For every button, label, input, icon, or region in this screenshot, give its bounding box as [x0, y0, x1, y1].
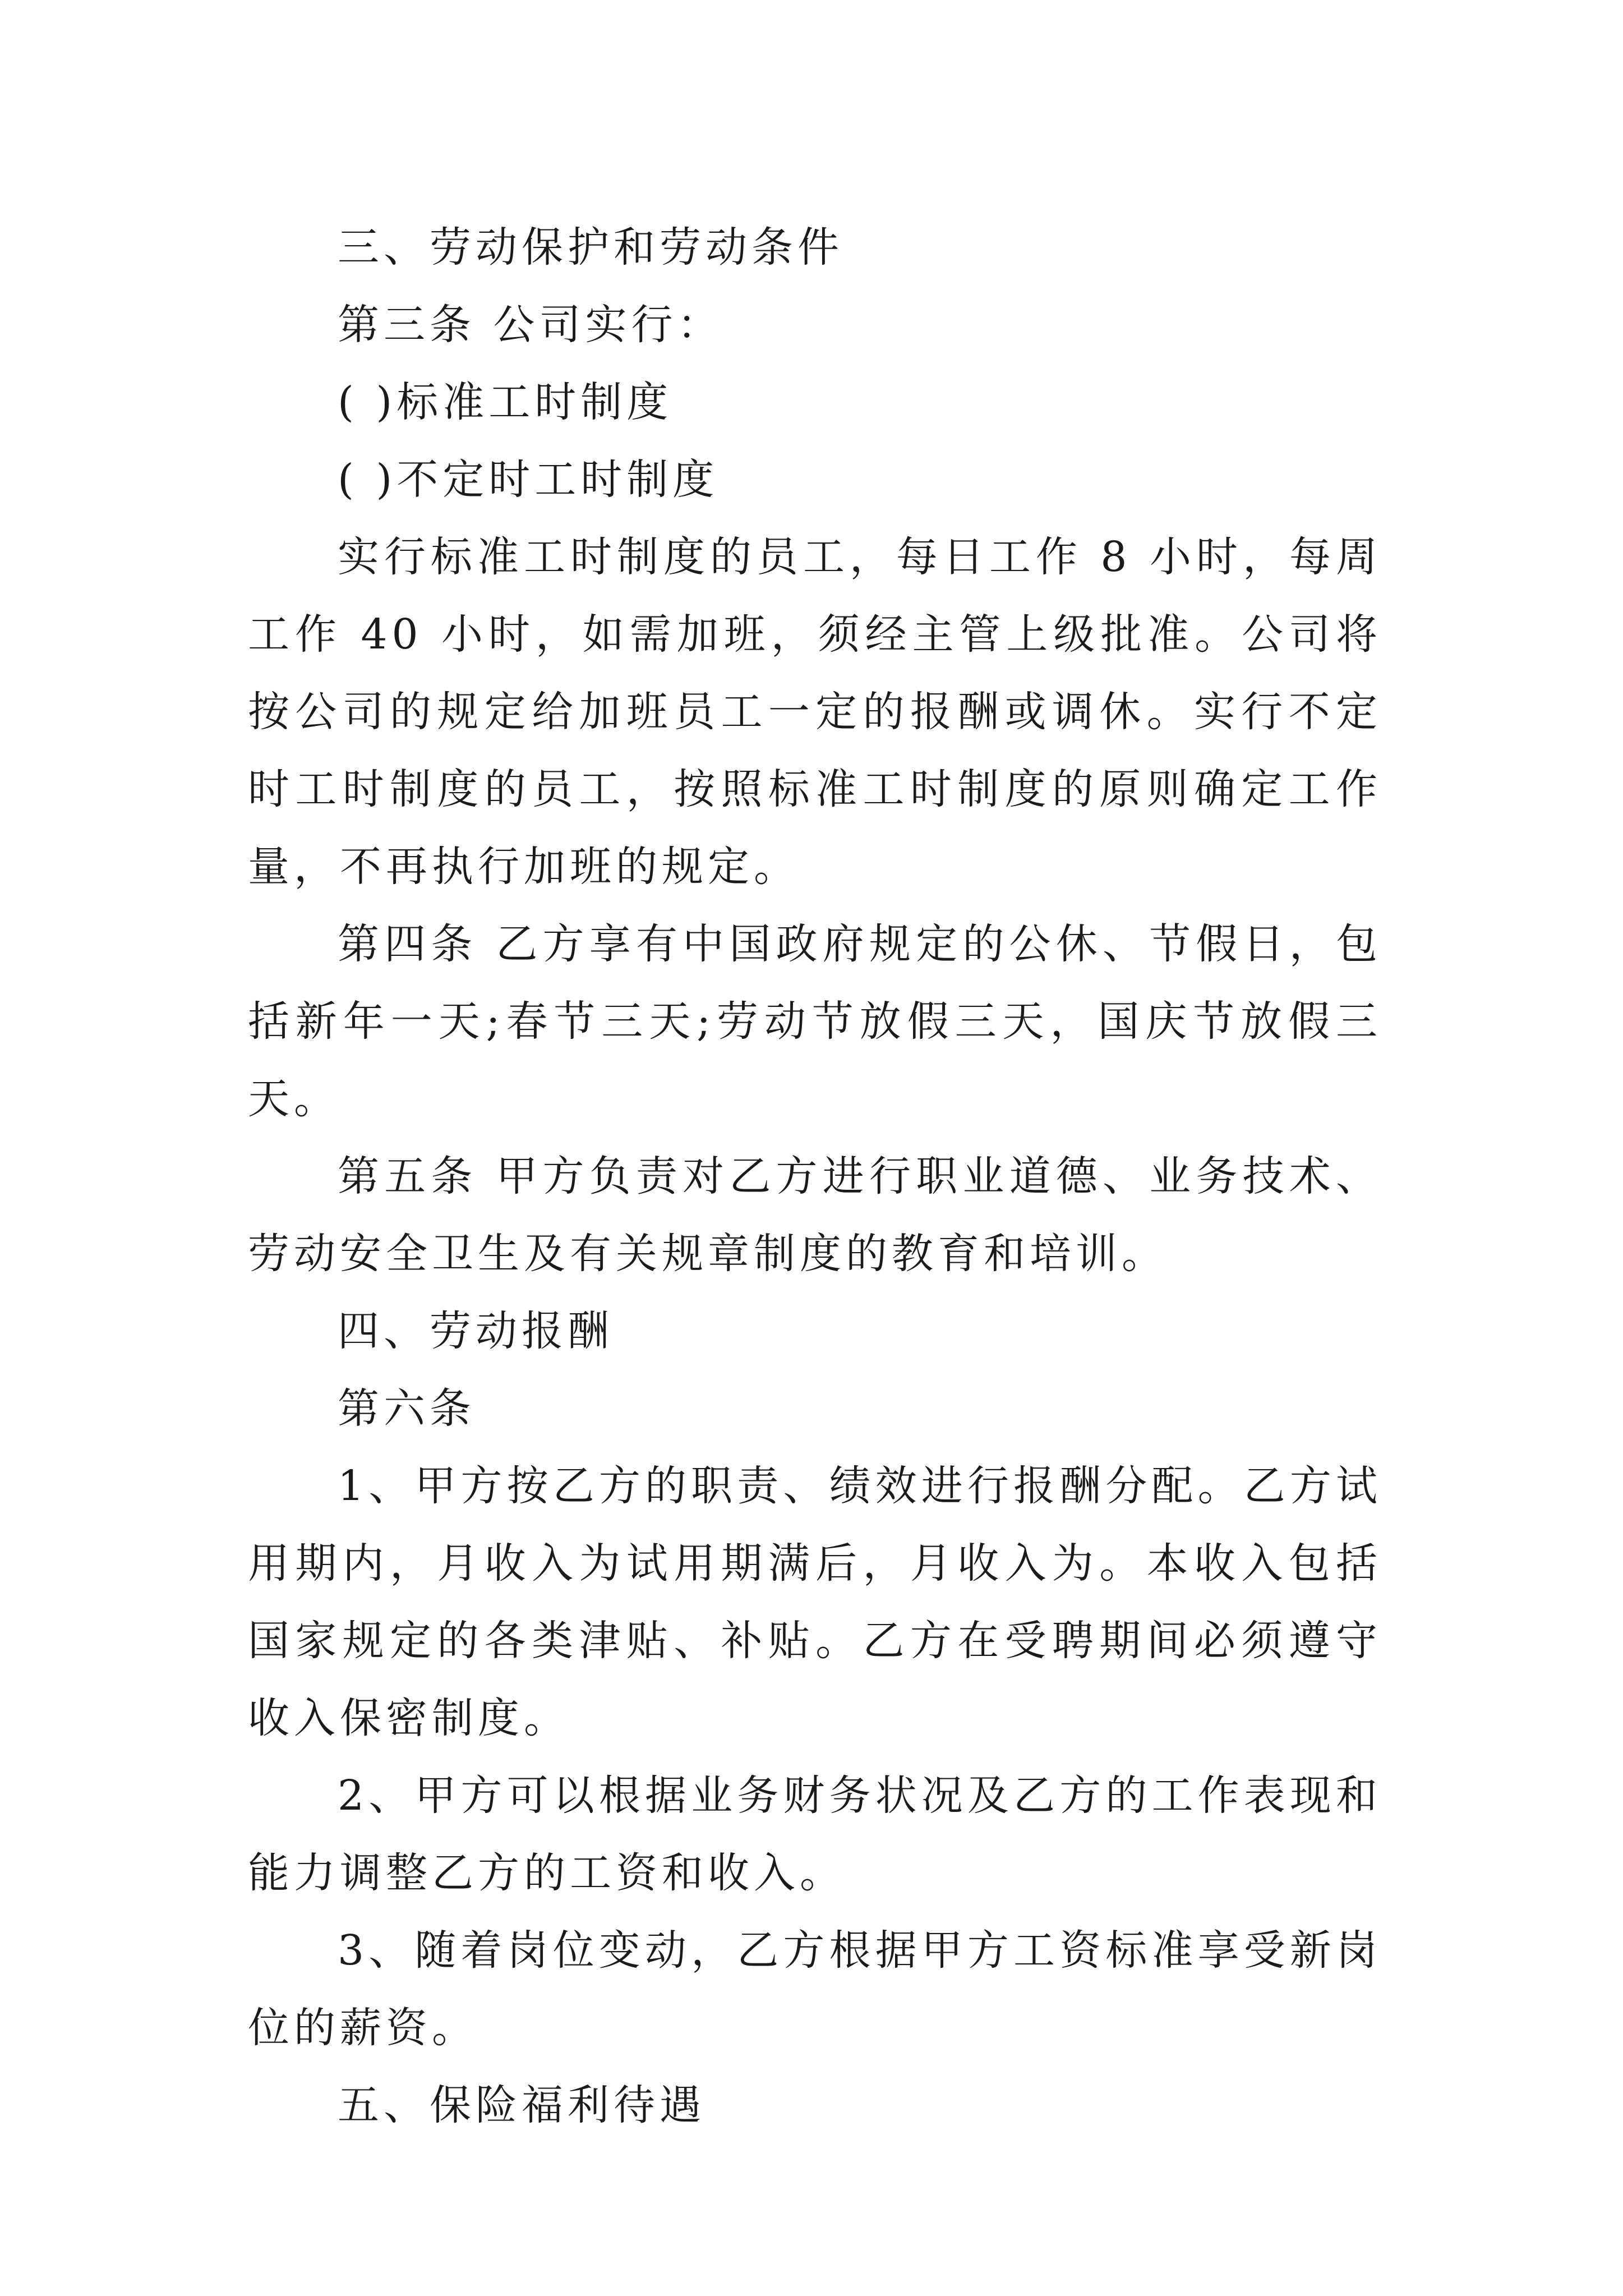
working-hours-paragraph: 实行标准工时制度的员工，每日工作 8 小时，每周工作 40 小时，如需加班，须经主管上级批准。公司将按公司的规定给加班员工一定的报酬或调休。实行不定时工时制度的员工，按照标准工时制度的原则确定工作量，不再执行加班的规定。 [248, 533, 1382, 891]
article-6-title: 第六条 [338, 1384, 476, 1433]
section-heading-compensation: 四、劳动报酬 [338, 1307, 614, 1355]
compensation-item-2: 2、甲方可以根据业务财务状况及乙方的工作表现和能力调整乙方的工资和收入。 [248, 1772, 1382, 1897]
article-4-paragraph: 第四条 乙方享有中国政府规定的公休、节假日，包括新年一天;春节三天;劳动节放假三天，国庆节放假三天。 [248, 920, 1382, 1123]
option-standard-hours: ( )标准工时制度 [338, 378, 673, 426]
compensation-item-1: 1、甲方按乙方的职责、绩效进行报酬分配。乙方试用期内，月收入为试用期满后，月收入为。本收入包括国家规定的各类津贴、补贴。乙方在受聘期间必须遵守收入保密制度。 [248, 1462, 1382, 1742]
compensation-item-3: 3、随着岗位变动，乙方根据甲方工资标准享受新岗位的薪资。 [248, 1926, 1382, 2052]
section-heading-insurance: 五、保险福利待遇 [338, 2081, 706, 2129]
article-3-title: 第三条 公司实行： [338, 301, 723, 349]
article-5-paragraph: 第五条 甲方负责对乙方进行职业道德、业务技术、劳动安全卫生及有关规章制度的教育和培训。 [248, 1152, 1382, 1278]
section-heading-labor-protection: 三、劳动保护和劳动条件 [338, 223, 843, 272]
option-flexible-hours: ( )不定时工时制度 [338, 455, 719, 504]
document-body [248, 209, 1382, 2144]
